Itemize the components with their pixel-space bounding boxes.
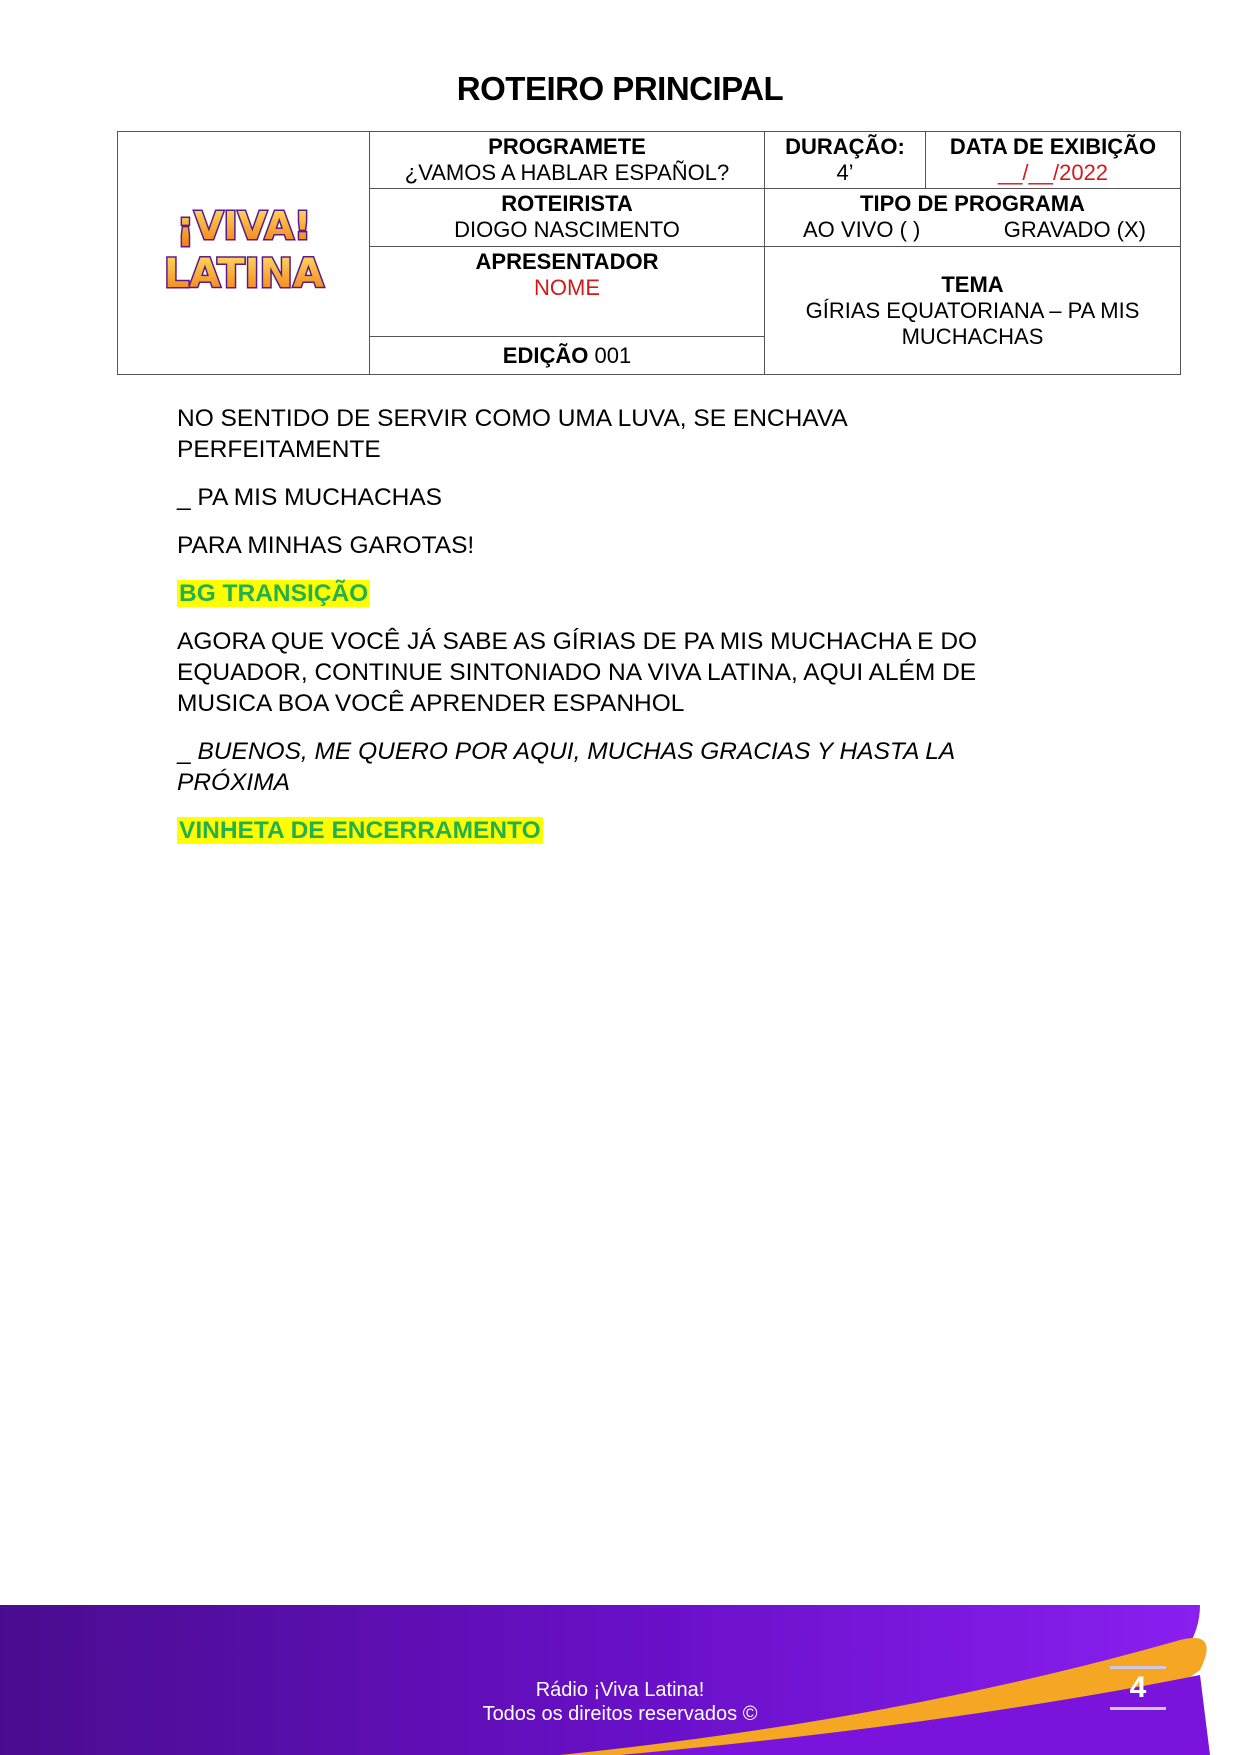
- edicao-label: EDIÇÃO: [502, 342, 589, 368]
- script-paragraph: PARA MINHAS GAROTAS!: [177, 532, 475, 559]
- dash-prefix: _: [177, 738, 198, 765]
- script-paragraph: _ PA MIS MUCHACHAS: [177, 484, 443, 511]
- data-exibicao-cell: [926, 132, 1181, 189]
- data-exibicao-label: DATA DE EXIBIÇÃO: [949, 134, 1157, 159]
- footer-line2: Todos os direitos reservados ©: [482, 1703, 758, 1725]
- apresentador-cell: [370, 247, 765, 337]
- programete-cell: [370, 132, 765, 189]
- duracao-cell: [765, 132, 926, 189]
- programete-value: ¿VAMOS A HABLAR ESPAÑOL?: [404, 160, 730, 185]
- viva-latina-logo: [149, 195, 339, 305]
- logo-line1: ¡VIVA!: [176, 204, 311, 248]
- tema-value: GÍRIAS EQUATORIANA – PA MIS MUCHACHAS: [805, 297, 1140, 349]
- roteirista-label: ROTEIRISTA: [501, 191, 633, 216]
- cue-vinheta-encerramento: VINHETA DE ENCERRAMENTO: [179, 817, 541, 844]
- roteirista-cell: [370, 189, 765, 247]
- closing-line: BUENOS, ME QUERO POR AQUI, MUCHAS GRACIAS Y HASTA LA PRÓXIMA: [177, 738, 955, 796]
- script-body: [177, 403, 1037, 863]
- logo-cell: [118, 132, 370, 375]
- tema-label: TEMA: [941, 271, 1004, 297]
- script-paragraph: NO SENTIDO DE SERVIR COMO UMA LUVA, SE ENCHAVA PERFEITAMENTE: [177, 405, 847, 463]
- cue-bg-transicao: BG TRANSIÇÃO: [179, 580, 369, 607]
- duracao-label: DURAÇÃO:: [785, 134, 905, 159]
- page-title: ROTEIRO PRINCIPAL: [456, 70, 784, 107]
- edicao-value: 001: [594, 342, 632, 368]
- script-paragraph: AGORA QUE VOCÊ JÁ SABE AS GÍRIAS DE PA MIS MUCHACHA E DO EQUADOR, CONTINUE SINTONIADO NA VIVA LATINA, AQUI ALÉM DE MUSICA BOA VOCÊ APRENDER ESPANHOL: [177, 628, 978, 717]
- data-exibicao-value: __/__/2022: [997, 160, 1109, 185]
- footer-text: [0, 1678, 1240, 1726]
- tema-cell: [765, 247, 1181, 375]
- tipo-programa-cell: [765, 189, 1181, 247]
- script-paragraph-italic: [177, 736, 1037, 798]
- duracao-value: 4’: [836, 160, 854, 185]
- roteirista-value: DIOGO NASCIMENTO: [454, 217, 680, 242]
- programete-label: PROGRAMETE: [488, 134, 646, 159]
- tipo-programa-label: TIPO DE PROGRAMA: [860, 191, 1085, 216]
- apresentador-value: NOME: [534, 275, 600, 300]
- tipo-gravado: GRAVADO (X): [1003, 217, 1146, 242]
- apresentador-label: APRESENTADOR: [475, 249, 659, 274]
- page-number: 4: [1110, 1666, 1166, 1710]
- edicao-cell: [370, 337, 765, 375]
- logo-line2: LATINA: [163, 251, 324, 297]
- program-info-table: [117, 131, 1181, 375]
- footer-line1: Rádio ¡Viva Latina!: [535, 1679, 705, 1701]
- tipo-ao-vivo: AO VIVO ( ): [803, 217, 921, 242]
